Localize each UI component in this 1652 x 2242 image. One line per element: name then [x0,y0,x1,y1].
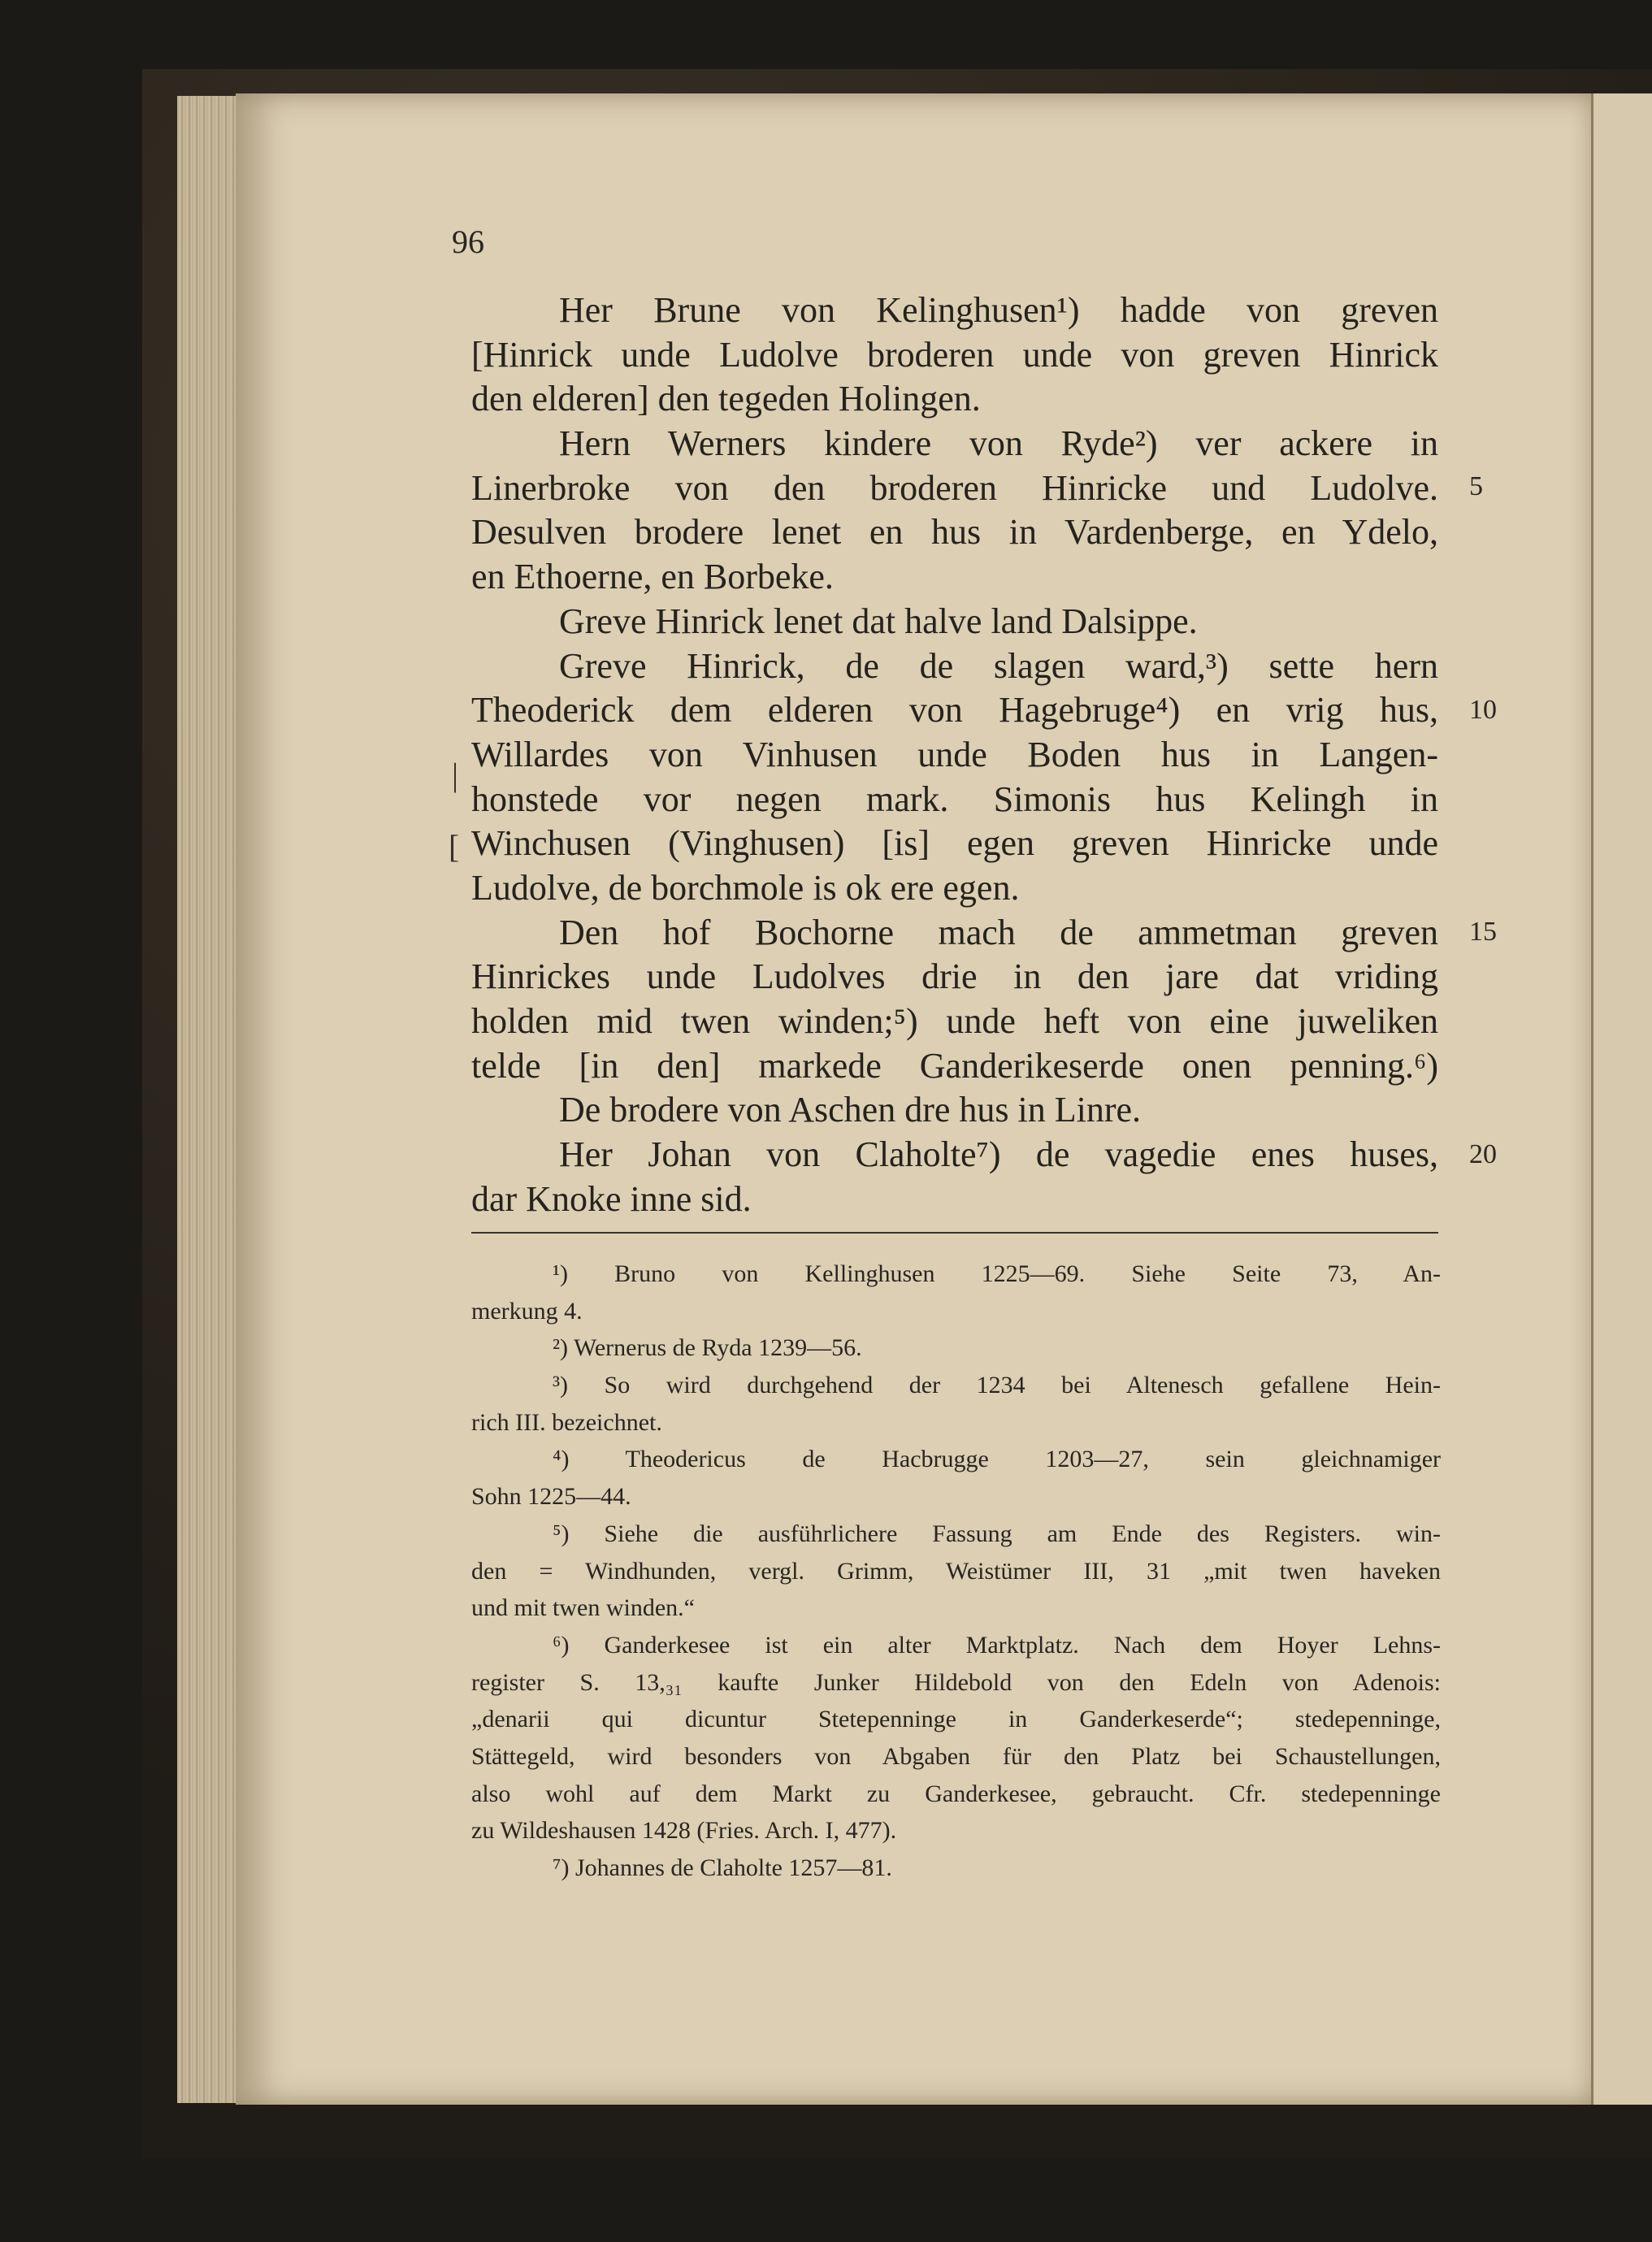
text-line: Desulven brodere lenet en hus in Vardenberge, en Ydelo, [471,512,1438,553]
footnote-line: ¹) Bruno von Kellinghusen 1225—69. Siehe Seite 73, An- [553,1260,1441,1287]
footnote-line: also wohl auf dem Markt zu Ganderkesee, gebraucht. Cfr. stedepenninge [471,1780,1441,1807]
text-line: Hinrickes unde Ludolves drie in den jare dat vriding [471,956,1438,997]
text-line: honstede vor negen mark. Simonis hus Kelingh in [471,778,1438,819]
text-line: Willardes von Vinhusen unde Boden hus in Langen- [471,734,1438,774]
text-line: [Hinrick unde Ludolve broderen unde von greven Hinrick [471,334,1438,375]
adjacent-page-edge [1591,93,1652,2105]
text-line: De brodere von Aschen dre hus in Linre. [559,1090,1142,1130]
text-line: holden mid twen winden;⁵) unde heft von eine juweliken [471,1001,1438,1041]
text-line: Hern Werners kindere von Ryde²) ver ackere in [559,423,1438,464]
text-line: Den hof Bochorne mach de ammetman greven [559,912,1438,952]
footnote-line: ⁴) Theodericus de Hacbrugge 1203—27, sein gleichnamiger [553,1446,1441,1473]
text-line: Ludolve, de borchmole is ok ere egen. [471,867,1020,908]
footnote-line: den = Windhunden, vergl. Grimm, Weistümer III, 31 „mit twen haveken [471,1557,1441,1585]
footnote-rule [471,1232,1438,1234]
text-line: dar Knoke inne sid. [471,1178,752,1219]
margin-bracket-mark: [ [449,828,460,865]
text-line: Her Brune von Kelinghusen¹) hadde von greven [559,290,1438,330]
footnote-line: ⁶) Ganderkesee ist ein alter Marktplatz. Nach dem Hoyer Lehns- [553,1631,1441,1659]
footnote-line: ³) So wird durchgehend der 1234 bei Altenesch gefallene Hein- [553,1372,1441,1399]
line-number: 15 [1469,917,1497,947]
text-line: Theoderick dem elderen von Hagebruge⁴) en vrig hus, [471,690,1438,731]
footnote-line: und mit twen winden.“ [471,1594,695,1622]
text-line: Greve Hinrick, de de slagen ward,³) sette hern [559,645,1438,686]
text-line: Greve Hinrick lenet dat halve land Dalsippe. [559,601,1198,641]
text-line: en Ethoerne, en Borbeke. [471,557,834,597]
line-number: 20 [1469,1139,1497,1169]
footnote-line: ⁷) Johannes de Claholte 1257—81. [553,1854,892,1881]
footnote-line: Sohn 1225—44. [471,1483,631,1511]
line-number: 5 [1469,471,1483,501]
main-text [471,288,1438,1221]
margin-bracket-mark: | [452,757,459,793]
footnote-line: register S. 13,₃₁ kaufte Junker Hildebold von den Edeln von Adenois: [471,1668,1441,1696]
text-line: Linerbroke von den broderen Hinricke und Ludolve. [471,467,1438,508]
text-line: Winchusen (Vinghusen) [is] egen greven Hinricke unde [471,823,1438,864]
footnote-line: Stättegeld, wird besonders von Abgaben für den Platz bei Schaustellungen, [471,1742,1441,1770]
footnote-line: rich III. bezeichnet. [471,1408,662,1436]
text-line: den elderen] den tegeden Holingen. [471,379,981,419]
footnotes [471,1255,1441,1887]
footnote-line: ²) Wernerus de Ryda 1239—56. [553,1334,862,1362]
text-line: Her Johan von Claholte⁷) de vagedie enes huses, [559,1134,1438,1175]
page-number: 96 [452,223,484,260]
footnote-line: ⁵) Siehe die ausführlichere Fassung am Ende des Registers. win- [553,1520,1441,1547]
footnote-line: zu Wildeshausen 1428 (Fries. Arch. I, 477). [471,1817,897,1845]
footnote-line: merkung 4. [471,1297,583,1325]
line-number: 10 [1469,695,1497,725]
text-line: telde [in den] markede Ganderikeserde onen penning.⁶) [471,1045,1438,1086]
footnote-line: „denarii qui dicuntur Stetepenninge in Ganderkeserde“; stedepenninge, [471,1706,1441,1733]
